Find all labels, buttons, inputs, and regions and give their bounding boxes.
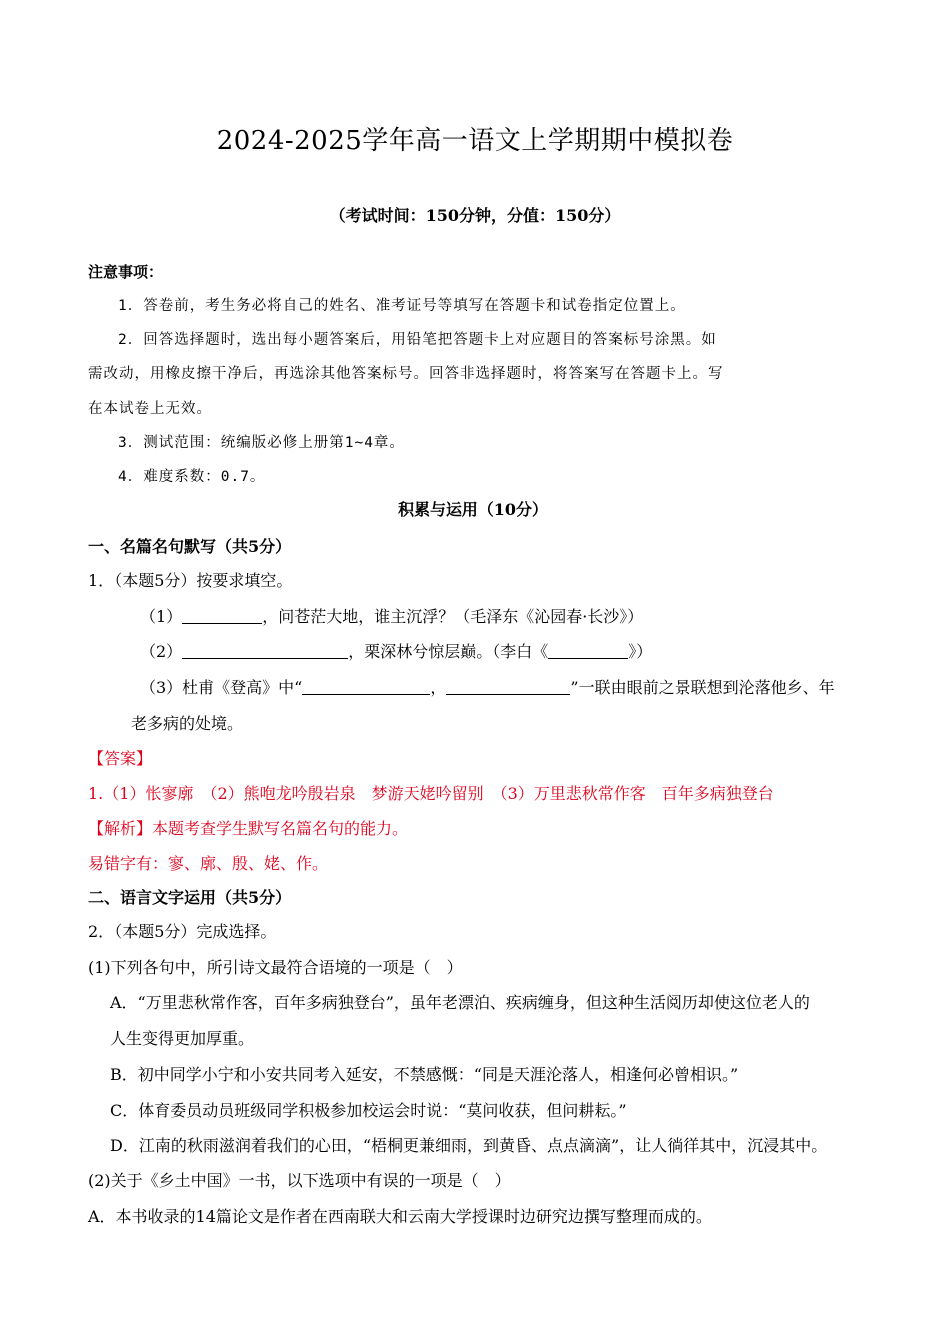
part-title: 积累与运用（10分）: [398, 500, 548, 519]
part-1-option-a-line-2: 人生变得更加厚重。: [110, 1029, 255, 1048]
part-2-stem: (2)关于《乡土中国》一书，以下选项中有误的一项是（ ）: [88, 1171, 511, 1190]
answer-line: 1.（1）怅寥廓 （2）熊咆龙吟殷岩泉 梦游天姥吟留别 （3）万里悲秋常作客 百年多病独登台: [88, 784, 774, 803]
section-1-heading: 一、名篇名句默写（共5分）: [88, 537, 292, 556]
question-1-sub-1: [140, 607, 643, 627]
question-1-sub-3-line-2: 老多病的处境。: [131, 714, 244, 733]
analysis-tag: 【解析】: [88, 819, 153, 838]
answer-tag: 【答案】: [88, 749, 153, 768]
part-1-stem: (1)下列各句中，所引诗文最符合语境的一项是（ ）: [88, 958, 463, 977]
question-1-stem: （本题5分）按要求填空。: [114, 571, 293, 590]
question-2-number: 2．: [88, 922, 115, 941]
exam-info: （考试时间：150分钟，分值：150分）: [329, 206, 621, 225]
sub-1-text: ，问苍茫大地，谁主沉浮？（毛泽东《沁园春·长沙》）: [262, 607, 644, 626]
part-1-option-a-line-1: A．“万里悲秋常作客，百年多病独登台”，虽年老漂泊、疾病缠身，但这种生活阅历却使这位老人的: [110, 993, 810, 1012]
answer-blank[interactable]: [302, 678, 430, 695]
part-1-option-d: D．江南的秋雨滋润着我们的心田，“梧桐更兼细雨，到黄昏、点点滴滴”，让人徜徉其中，沉浸其中。: [110, 1136, 828, 1155]
notice-item-2-line-1: 2．回答选择题时，选出每小题答案后，用铅笔把答题卡上对应题目的答案标号涂黑。如: [118, 332, 717, 348]
notice-item-3: 3．测试范围：统编版必修上册第1~4章。: [118, 435, 405, 451]
part-1-option-b: B．初中同学小宁和小安共同考入延安，不禁感慨：“同是天涯沦落人，相逢何必曾相识。”: [110, 1065, 739, 1084]
question-2: [88, 922, 276, 942]
sub-3-text-a: （3）杜甫《登高》中“: [140, 678, 303, 697]
notice-item-4: 4．难度系数：0.7。: [118, 469, 266, 485]
sub-1-label: （1）: [140, 607, 183, 626]
question-1-sub-2: [140, 642, 652, 662]
question-1: [88, 571, 292, 591]
answer-blank[interactable]: [182, 642, 348, 659]
question-2-stem: （本题5分）完成选择。: [114, 922, 277, 941]
question-1-number: 1．: [88, 571, 115, 590]
notice-item-2-line-2: 需改动，用橡皮擦干净后，再选涂其他答案标号。回答非选择题时，将答案写在答题卡上。写: [88, 366, 724, 382]
answer-blank[interactable]: [548, 642, 628, 659]
notice-heading: 注意事项：: [88, 263, 164, 281]
sub-3-comma: ，: [430, 678, 447, 697]
sub-2-label: （2）: [140, 642, 183, 661]
notice-item-2-line-3: 在本试卷上无效。: [88, 401, 212, 417]
analysis: [88, 819, 408, 839]
page-title: 2024-2025学年高一语文上学期期中模拟卷: [216, 126, 734, 156]
part-1-option-c: C．体育委员动员班级同学积极参加校运会时说：“莫问收获，但问耕耘。”: [110, 1101, 627, 1120]
sub-2-end: 》）: [628, 642, 653, 661]
analysis-text: 本题考查学生默写名篇名句的能力。: [152, 819, 409, 838]
answer-blank[interactable]: [446, 678, 570, 695]
typo-note: 易错字有：寥、廓、殷、姥、作。: [88, 854, 329, 873]
question-1-sub-3: [140, 678, 835, 698]
part-2-option-a: A．本书收录的14篇论文是作者在西南联大和云南大学授课时边研究边撰写整理而成的。: [88, 1207, 712, 1226]
answer-blank[interactable]: [182, 607, 262, 624]
notice-item-1: 1．答卷前，考生务必将自己的姓名、准考证号等填写在答题卡和试卷指定位置上。: [118, 298, 686, 314]
section-2-heading: 二、语言文字运用（共5分）: [88, 888, 292, 907]
sub-3-text-b: ”一联由眼前之景联想到沦落他乡、年: [570, 678, 835, 697]
sub-2-text: ，栗深林兮惊层巅。（李白《: [348, 642, 549, 661]
